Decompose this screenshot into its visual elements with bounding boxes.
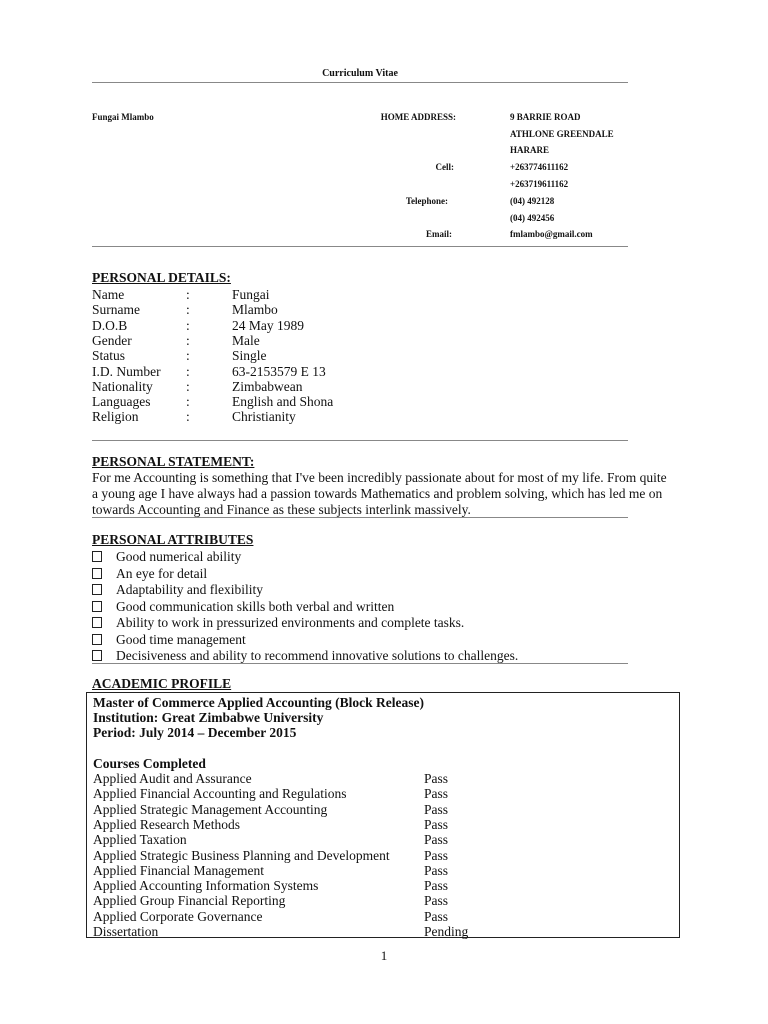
- courses-heading: Courses Completed: [93, 756, 206, 771]
- attribute-text: Decisiveness and ability to recommend innovative solutions to challenges.: [116, 648, 519, 663]
- personal-statement-heading: PERSONAL STATEMENT:: [92, 454, 255, 469]
- course-result: Pass: [424, 832, 449, 848]
- checkbox-bullet-icon: [92, 551, 102, 562]
- course-row: [93, 863, 653, 878]
- course-name: Applied Corporate Governance: [93, 908, 263, 924]
- detail-value: 24 May 1989: [232, 317, 304, 333]
- page-number: 1: [380, 948, 388, 963]
- course-name: Applied Taxation: [93, 832, 187, 848]
- course-result: Pending: [424, 924, 469, 939]
- detail-value: Mlambo: [232, 302, 278, 318]
- personal-attributes-divider: [92, 663, 628, 664]
- checkbox-bullet-icon: [92, 634, 102, 645]
- detail-key: I.D. Number: [92, 363, 161, 379]
- course-row: [93, 786, 653, 801]
- document-title: Curriculum Vitae: [322, 68, 398, 79]
- detail-key: Religion: [92, 409, 139, 425]
- detail-value: Christianity: [232, 409, 296, 425]
- course-result: Pass: [424, 878, 449, 894]
- attribute-item: [92, 632, 246, 648]
- address-line-1: 9 BARRIE ROAD: [510, 112, 581, 122]
- home-address-label: HOME ADDRESS:: [380, 112, 456, 122]
- course-row: [93, 909, 653, 924]
- course-name: Applied Audit and Assurance: [93, 771, 252, 786]
- course-row: [93, 878, 653, 893]
- course-name: Applied Financial Management: [93, 862, 264, 878]
- detail-key: D.O.B: [92, 317, 128, 333]
- cell-label: Cell:: [435, 162, 454, 172]
- detail-value: English and Shona: [232, 394, 334, 410]
- detail-separator: :: [186, 363, 190, 379]
- course-row: [93, 893, 653, 908]
- detail-value: Zimbabwean: [232, 378, 303, 394]
- course-name: Applied Research Methods: [93, 816, 240, 832]
- telephone-number-2: (04) 492456: [510, 213, 555, 223]
- checkbox-bullet-icon: [92, 601, 102, 612]
- detail-separator: :: [186, 409, 190, 425]
- course-result: Pass: [424, 786, 449, 802]
- course-result: Pass: [424, 862, 449, 878]
- detail-separator: :: [186, 302, 190, 318]
- personal-statement-text: For me Accounting is something that I've been incredibly passionate about for most of my life. From quite a young age I have always had a passion towards Mathematics and problem solving, which has led me on towards Accounting and Finance as these subjects interlink massively.: [92, 470, 667, 517]
- detail-key: Nationality: [92, 378, 153, 394]
- telephone-label: Telephone:: [405, 196, 448, 206]
- header-divider: [92, 246, 628, 247]
- checkbox-bullet-icon: [92, 650, 102, 661]
- course-name: Applied Financial Accounting and Regulations: [93, 786, 347, 802]
- personal-statement-divider: [92, 517, 628, 518]
- detail-key: Status: [92, 348, 126, 364]
- personal-details-heading: PERSONAL DETAILS:: [92, 270, 231, 285]
- email-address[interactable]: fmlambo@gmail.com: [510, 229, 593, 239]
- academic-profile-heading: ACADEMIC PROFILE: [92, 676, 232, 691]
- attribute-item: [92, 615, 464, 631]
- detail-key: Languages: [92, 394, 151, 410]
- detail-separator: :: [186, 378, 190, 394]
- course-result: Pass: [424, 908, 449, 924]
- course-result: Pass: [424, 801, 449, 817]
- course-result: Pass: [424, 893, 449, 909]
- course-row: [93, 832, 653, 847]
- cell-number-2: +263719611162: [510, 179, 569, 189]
- attribute-item: [92, 566, 207, 582]
- telephone-number-1: (04) 492128: [510, 196, 555, 206]
- attribute-text: Good communication skills both verbal and written: [116, 598, 395, 614]
- course-name: Applied Strategic Management Accounting: [93, 801, 328, 817]
- attribute-item: [92, 582, 263, 598]
- attribute-text: Ability to work in pressurized environments and complete tasks.: [116, 615, 465, 630]
- detail-value: Male: [232, 332, 260, 348]
- course-row: [93, 848, 653, 863]
- personal-attributes-heading: PERSONAL ATTRIBUTES: [92, 532, 254, 547]
- course-row: [93, 802, 653, 817]
- detail-separator: :: [186, 394, 190, 410]
- detail-separator: :: [186, 348, 190, 364]
- course-row: [93, 817, 653, 832]
- address-line-3: HARARE: [510, 145, 550, 155]
- candidate-name: Fungai Mlambo: [92, 112, 154, 122]
- detail-value: Single: [232, 348, 267, 364]
- attribute-text: Adaptability and flexibility: [116, 582, 263, 597]
- degree-title: Master of Commerce Applied Accounting (Block Release): [93, 695, 424, 710]
- attribute-item: [92, 549, 241, 565]
- attribute-item: [92, 599, 394, 615]
- checkbox-bullet-icon: [92, 568, 102, 579]
- course-row: [93, 924, 653, 939]
- detail-key: Gender: [92, 332, 132, 348]
- detail-separator: :: [186, 332, 190, 348]
- attribute-text: Good time management: [116, 631, 246, 647]
- course-name: Applied Accounting Information Systems: [93, 878, 319, 894]
- academic-profile-box: [86, 692, 680, 938]
- attribute-text: Good numerical ability: [116, 549, 242, 564]
- course-name: Dissertation: [93, 924, 159, 939]
- institution: Institution: Great Zimbabwe University: [93, 710, 324, 725]
- course-row: [93, 771, 653, 786]
- course-result: Pass: [424, 816, 449, 832]
- checkbox-bullet-icon: [92, 617, 102, 628]
- detail-value: Fungai: [232, 287, 270, 302]
- course-name: Applied Strategic Business Planning and Development: [93, 847, 390, 863]
- course-name: Applied Group Financial Reporting: [93, 893, 286, 909]
- detail-separator: :: [186, 317, 190, 333]
- study-period: Period: July 2014 – December 2015: [93, 725, 297, 740]
- detail-value: 63-2153579 E 13: [232, 363, 326, 379]
- attribute-item: [92, 648, 518, 664]
- email-label: Email:: [426, 229, 452, 239]
- course-result: Pass: [424, 847, 449, 863]
- cell-number-1: +263774611162: [510, 162, 569, 172]
- checkbox-bullet-icon: [92, 584, 102, 595]
- title-divider: [92, 82, 628, 83]
- address-line-2: ATHLONE GREENDALE: [510, 129, 614, 139]
- personal-details-divider: [92, 440, 628, 441]
- detail-key: Surname: [92, 302, 140, 318]
- attribute-text: An eye for detail: [116, 565, 208, 581]
- course-result: Pass: [424, 771, 449, 786]
- detail-key: Name: [92, 287, 125, 302]
- detail-separator: :: [186, 287, 190, 302]
